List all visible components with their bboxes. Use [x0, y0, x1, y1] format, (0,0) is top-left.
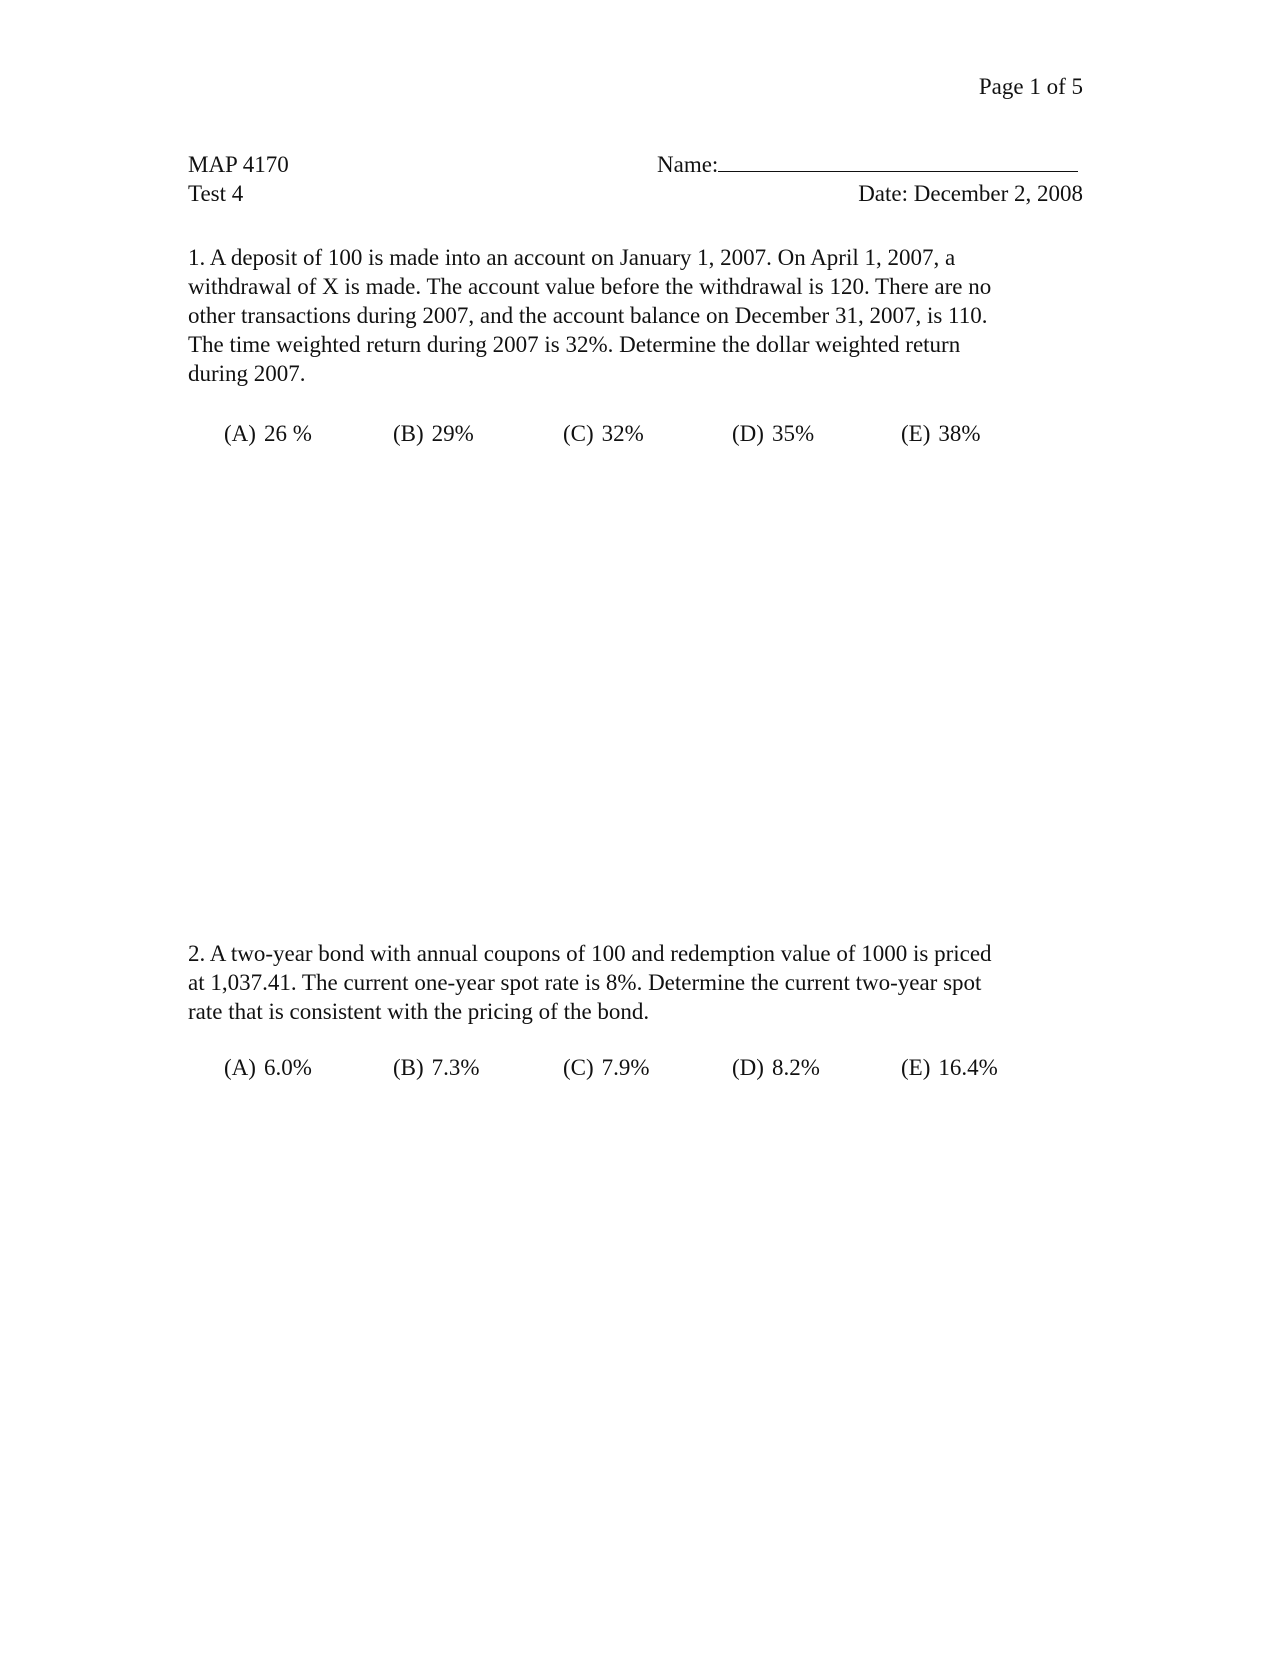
choice-letter: (C)	[563, 1055, 594, 1080]
choice-c[interactable]	[563, 1053, 650, 1082]
choice-value: 8.2%	[771, 1055, 820, 1080]
choice-b[interactable]	[393, 419, 474, 448]
choice-c[interactable]	[563, 419, 644, 448]
choice-letter: (E)	[901, 1055, 931, 1080]
choice-letter: (D)	[732, 421, 764, 446]
question-2	[188, 939, 1093, 1026]
choice-a[interactable]	[224, 419, 312, 448]
question-text-line: 1. A deposit of 100 is made into an account on January 1, 2007. On April 1, 2007, a	[188, 245, 956, 270]
question-text-line: withdrawal of X is made. The account value before the withdrawal is 120. There are no	[188, 274, 992, 299]
choice-letter: (B)	[393, 421, 424, 446]
choice-value: 32%	[601, 421, 644, 446]
question-1	[188, 243, 1093, 388]
choice-letter: (D)	[732, 1055, 764, 1080]
choice-letter: (E)	[901, 421, 931, 446]
choice-b[interactable]	[393, 1053, 480, 1082]
question-text-line: at 1,037.41. The current one-year spot rate is 8%. Determine the current two-year spot	[188, 970, 982, 995]
choice-e[interactable]	[901, 1053, 998, 1082]
choice-value: 29%	[431, 421, 474, 446]
name-blank-line[interactable]	[718, 152, 1078, 172]
choice-letter: (A)	[224, 1055, 256, 1080]
choice-letter: (B)	[393, 1055, 424, 1080]
date-line: Date: December 2, 2008	[858, 181, 1083, 206]
choice-d[interactable]	[732, 1053, 820, 1082]
choice-value: 7.9%	[601, 1055, 650, 1080]
question-text-line: other transactions during 2007, and the account balance on December 31, 2007, is 110.	[188, 303, 988, 328]
choice-a[interactable]	[224, 1053, 312, 1082]
choice-e[interactable]	[901, 419, 981, 448]
choice-value: 38%	[938, 421, 981, 446]
question-text-line: during 2007.	[188, 361, 306, 386]
choice-letter: (C)	[563, 421, 594, 446]
choice-d[interactable]	[732, 419, 814, 448]
test-label: Test 4	[188, 181, 244, 206]
course-code: MAP 4170	[188, 152, 289, 177]
question-text-line: rate that is consistent with the pricing of the bond.	[188, 999, 650, 1024]
name-field[interactable]	[657, 150, 1078, 179]
choice-value: 26 %	[263, 421, 312, 446]
name-label: Name:	[657, 152, 719, 177]
choice-value: 6.0%	[263, 1055, 312, 1080]
question-text-line: The time weighted return during 2007 is 32%. Determine the dollar weighted return	[188, 332, 961, 357]
page-number: Page 1 of 5	[978, 74, 1083, 99]
choice-value: 7.3%	[431, 1055, 480, 1080]
choice-letter: (A)	[224, 421, 256, 446]
question-text-line: 2. A two-year bond with annual coupons of 100 and redemption value of 1000 is priced	[188, 941, 992, 966]
choice-value: 16.4%	[938, 1055, 998, 1080]
choice-value: 35%	[771, 421, 815, 446]
